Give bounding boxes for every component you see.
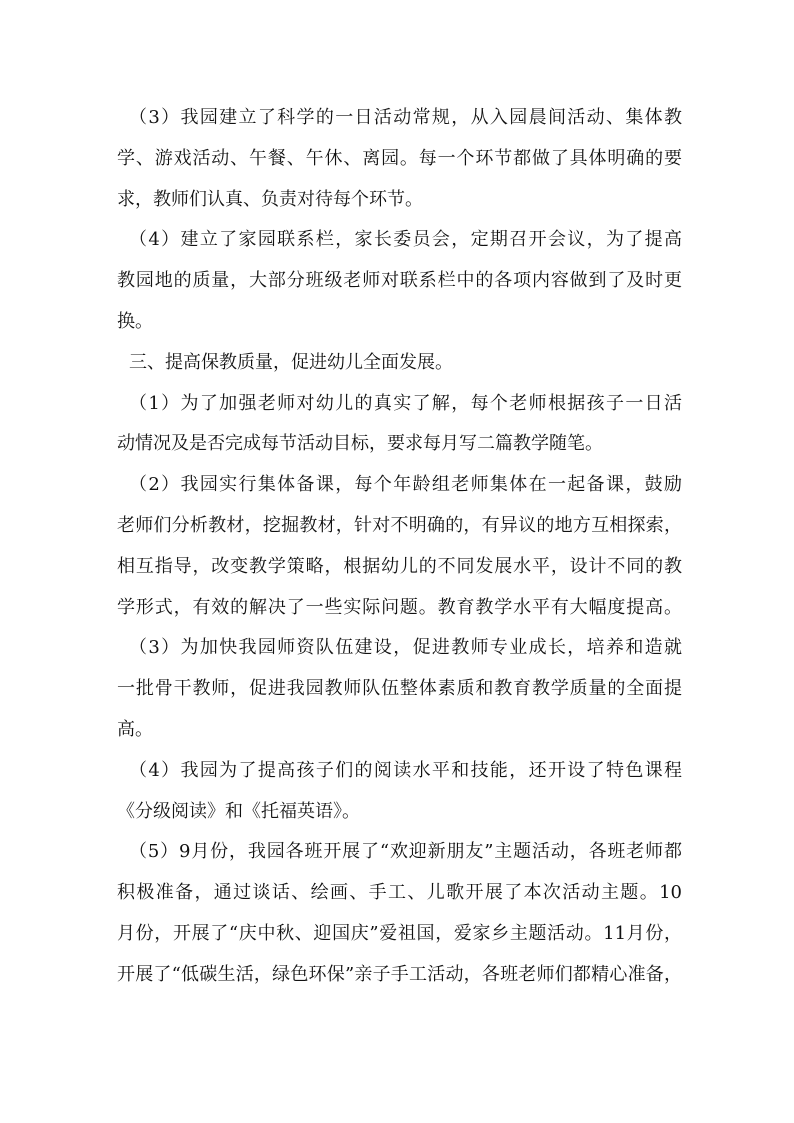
paragraph-line: 动情况及是否完成每节活动目标，要求每月写二篇教学随笔。 bbox=[117, 433, 603, 455]
paragraph-line: 教园地的质量，大部分班级老师对联系栏中的各项内容做到了及时更 bbox=[117, 270, 682, 292]
paragraph-line: 学形式，有效的解决了一些实际问题。教育教学水平有大幅度提高。 bbox=[117, 596, 682, 618]
paragraph-line: 相互指导，改变教学策略，根据幼儿的不同发展水平，设计不同的教 bbox=[117, 555, 682, 577]
document-body bbox=[117, 98, 682, 996]
paragraph-line: 求，教师们认真、负责对待每个环节。 bbox=[117, 188, 423, 210]
paragraph-line: 开展了“低碳生活，绿色环保”亲子手工活动，各班老师们都精心准备， bbox=[117, 963, 682, 985]
paragraph-line: 《分级阅读》和《托福英语》。 bbox=[117, 800, 360, 822]
paragraph-line: 一批骨干教师，促进我园教师队伍整体素质和教育教学质量的全面提 bbox=[117, 678, 682, 700]
paragraph-line: 换。 bbox=[117, 310, 153, 332]
paragraph-line: 老师们分析教材，挖掘教材，针对不明确的，有异议的地方互相探索， bbox=[117, 514, 682, 536]
paragraph-line: 月份，开展了“庆中秋、迎国庆”爱祖国，爱家乡主题活动。11月份， bbox=[117, 922, 682, 944]
paragraph-line: 积极准备，通过谈话、绘画、手工、儿歌开展了本次活动主题。10 bbox=[117, 882, 682, 904]
paragraph-line: （3）为加快我园师资队伍建设，促进教师专业成长，培养和造就 bbox=[129, 637, 682, 659]
paragraph-line: 高。 bbox=[117, 718, 153, 740]
paragraph-line: （3）我园建立了科学的一日活动常规，从入园晨间活动、集体教 bbox=[129, 107, 682, 128]
paragraph-line: （4）我园为了提高孩子们的阅读水平和技能，还开设了特色课程 bbox=[129, 759, 682, 781]
paragraph-line: 学、游戏活动、午餐、午休、离园。每一个环节都做了具体明确的要 bbox=[117, 147, 682, 169]
paragraph-line: （4）建立了家园联系栏，家长委员会，定期召开会议，为了提高 bbox=[129, 229, 682, 251]
paragraph-line: （1）为了加强老师对幼儿的真实了解，每个老师根据孩子一日活 bbox=[129, 392, 682, 414]
paragraph-line: （2）我园实行集体备课，每个年龄组老师集体在一起备课，鼓励 bbox=[129, 474, 682, 496]
section-heading: 三、提高保教质量，促进幼儿全面发展。 bbox=[129, 351, 453, 373]
paragraph-line: （5）9月份，我园各班开展了“欢迎新朋友”主题活动，各班老师都 bbox=[129, 841, 682, 863]
